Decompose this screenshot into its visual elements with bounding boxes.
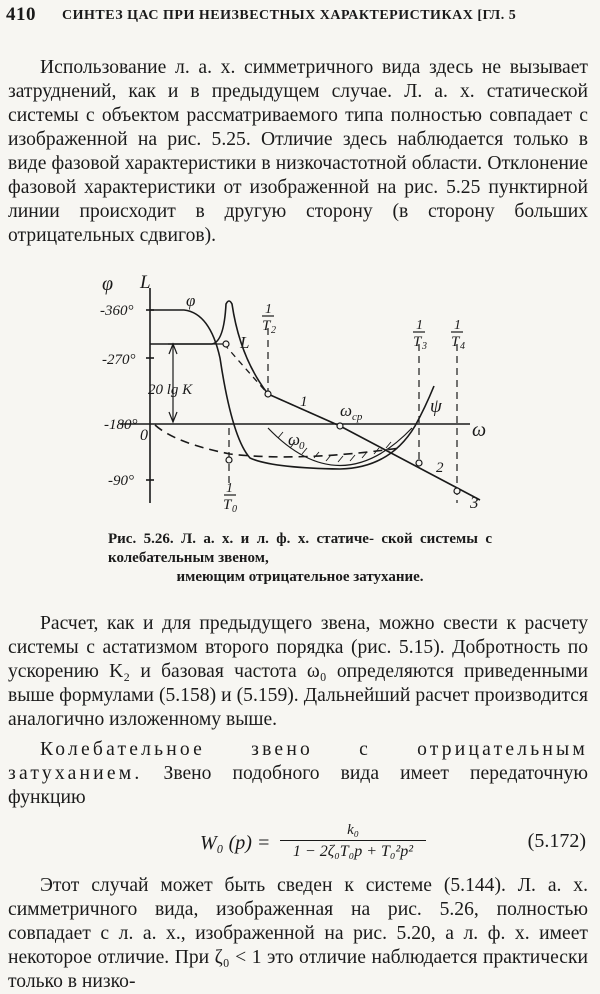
psi-curve-label: ψ xyxy=(430,396,442,417)
paragraph-2: Расчет, как и для предыдущего звена, можно свести к расчету системы с астатизмом второго порядка (рис. 5.15). Добротность по ускорению K₂ и базовая частота ω₀ определяются приведенными выше формулами (5.158) и (5.159). Дальнейший расчет производится аналогично изложенному выше. xyxy=(8,613,588,730)
bp-T2-den: T xyxy=(262,318,271,334)
bp-T4-sub: 4 xyxy=(460,341,465,352)
axis-label-omega: ω xyxy=(472,419,487,441)
paragraph-3-text: Звено подобного вида имеет передаточную функцию xyxy=(8,763,588,808)
paragraph-4: Этот случай может быть сведен к системе (5.144). Л. а. х. симметричного вида, изображенная на рис. 5.26, полностью совпадает с л. а. х., изображенной на рис. 5.20, а л. ф. х. имеет некоторое отличие. При ζ₀ < 1 это отличие наблюдается практически только в низко- xyxy=(8,875,588,992)
formula-denominator: 1 − 2ζ₀T₀p + T₀²p² xyxy=(292,843,414,860)
running-title: СИНТЕЗ ЦАС ПРИ НЕИЗВЕСТНЫХ ХАРАКТЕРИСТИКАХ [ГЛ. 5 xyxy=(62,8,517,23)
figure-5-26 xyxy=(100,268,500,528)
figure-caption xyxy=(108,530,492,587)
page-header xyxy=(6,4,594,30)
caption-line-3: имеющим отрицательное затухание. xyxy=(176,569,424,585)
omega-cp-sub: ср xyxy=(352,411,363,423)
L-curve-label: L xyxy=(240,333,250,352)
bp-T0-den: T xyxy=(223,497,232,513)
curve-3-label: 3 xyxy=(470,493,479,512)
paragraph-1: Использование л. а. х. симметричного вида здесь не вызывает затруднений, как и в предыдущем случае. Л. а. х. статической системы с объектом рассматриваемого типа полностью совпадает с изображенной на рис. 5.25. Отличие здесь наблюдается только в виде фазовой характеристики в низкочастотной области. Отклонение фазовой характеристики от изображенной на рис. 5.25 пунктирной линии происходит в другую сторону (в сторону больших отрицательных сдвигов). xyxy=(8,57,588,246)
caption-line-1: Рис. 5.26. Л. а. х. и л. ф. х. статиче- xyxy=(108,531,374,547)
bp-T3-den: T xyxy=(413,334,422,350)
gain-label: 20 lg K xyxy=(148,382,193,398)
caption-line-2: ской системы с колебательным звеном, xyxy=(108,531,493,566)
axis-label-phi: φ xyxy=(102,273,114,295)
omega-0-sub: 0 xyxy=(299,440,305,452)
formula-numerator: k₀ xyxy=(347,822,359,838)
tick-360: -360° xyxy=(100,303,134,319)
bp-T3-sub: 3 xyxy=(422,341,427,352)
bp-T2-num: 1 xyxy=(265,302,272,317)
equation-number: (5.172) xyxy=(527,830,586,852)
omega-0-label: ω xyxy=(288,430,301,449)
omega-cp-label: ω xyxy=(340,401,353,420)
bp-T4-num: 1 xyxy=(454,318,461,333)
tick-270: -270° xyxy=(102,352,136,368)
formula-fraction xyxy=(280,820,426,863)
tick-90: -90° xyxy=(108,473,134,489)
bp-T3-num: 1 xyxy=(416,318,423,333)
equation-5-172 xyxy=(8,820,588,864)
origin-label: 0 xyxy=(140,427,148,444)
phi-curve-label: φ xyxy=(186,291,196,310)
bode-plot xyxy=(100,268,500,528)
section-run-in-heading: Колебательное звено с отрицательным затуханием. xyxy=(8,739,588,784)
tick-180: -180° xyxy=(104,417,138,433)
formula-lhs: W₀ (p) = xyxy=(200,832,271,854)
curve-2-label: 2 xyxy=(436,460,444,476)
bp-T0-num: 1 xyxy=(226,481,233,496)
curve-1-label: 1 xyxy=(300,394,308,410)
bp-T2-sub: 2 xyxy=(271,325,276,336)
bp-T0-sub: 0 xyxy=(232,504,237,515)
page-number: 410 xyxy=(6,4,36,25)
axis-label-L: L xyxy=(140,272,151,293)
bp-T4-den: T xyxy=(451,334,460,350)
paragraph-3 xyxy=(8,738,588,810)
phase-asymptote-dashed xyxy=(155,425,400,457)
gain-dashed xyxy=(224,344,340,426)
